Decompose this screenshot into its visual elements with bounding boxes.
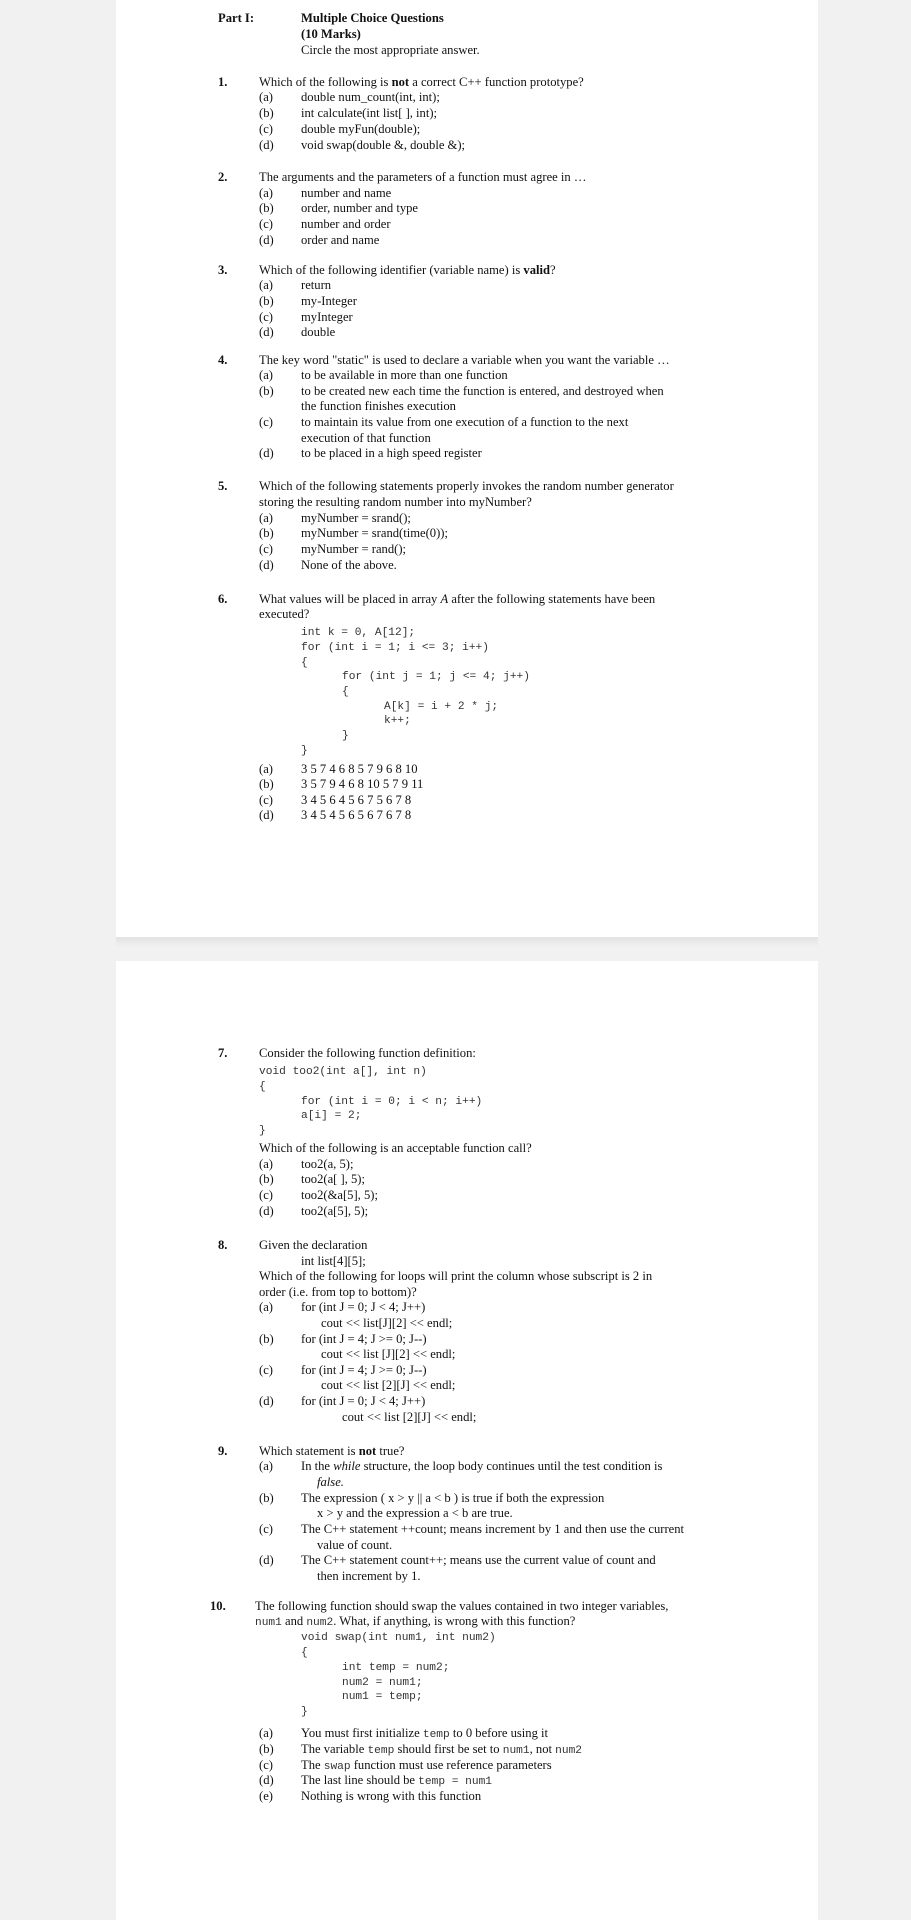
q8-option-b-cont: cout << list [J][2] << endl; <box>321 1347 456 1361</box>
q9-option-a-cont: false. <box>317 1475 344 1489</box>
q3-option-d-label: (d) <box>259 325 274 339</box>
q9-number: 9. <box>218 1444 228 1458</box>
q2-option-c-label: (c) <box>259 217 273 231</box>
q10-text-2: num1 and num2. What, if anything, is wrong with this function? <box>255 1614 576 1629</box>
q8-option-c-cont: cout << list [2][J] << endl; <box>321 1378 456 1392</box>
q6-number: 6. <box>218 592 228 606</box>
q8-number: 8. <box>218 1238 228 1252</box>
q9-option-c-label: (c) <box>259 1522 273 1536</box>
q9-option-d-label: (d) <box>259 1553 274 1567</box>
section-title: Multiple Choice Questions <box>301 11 444 25</box>
q10-code-line-3: int temp = num2; <box>342 1662 450 1674</box>
q10-option-c: The swap function must use reference parameters <box>301 1758 552 1773</box>
page-separator <box>116 937 818 947</box>
q6-text: What values will be placed in array A after the following statements have been <box>259 592 656 606</box>
q7-option-c: too2(&a[5], 5); <box>301 1188 378 1202</box>
q6-code-line-7: k++; <box>384 715 411 727</box>
q10-code-line-5: num1 = temp; <box>342 1691 423 1703</box>
q1-option-c-label: (c) <box>259 122 273 136</box>
q4-text: The key word "static" is used to declare a variable when you want the variable … <box>259 353 670 367</box>
q4-option-c-cont: execution of that function <box>301 431 431 445</box>
q8-option-d-label: (d) <box>259 1394 274 1408</box>
q4-option-d-label: (d) <box>259 446 274 460</box>
q10-option-b-label: (b) <box>259 1742 274 1756</box>
q9-option-a-label: (a) <box>259 1459 273 1473</box>
q7-code-line-1: void too2(int a[], int n) <box>259 1066 427 1078</box>
q10-option-a: You must first initialize temp to 0 before using it <box>301 1726 549 1741</box>
instruction: Circle the most appropriate answer. <box>301 43 480 57</box>
q9-option-c-cont: value of count. <box>317 1538 393 1552</box>
q7-option-d-label: (d) <box>259 1204 274 1218</box>
q6-text-cont: executed? <box>259 607 310 621</box>
q10-option-c-label: (c) <box>259 1758 273 1772</box>
q6-option-d-label: (d) <box>259 808 274 822</box>
q3-text: Which of the following identifier (variable name) is valid? <box>259 263 556 277</box>
q5-option-b-label: (b) <box>259 526 274 540</box>
q5-option-d-label: (d) <box>259 558 274 572</box>
q10-option-d-label: (d) <box>259 1773 274 1787</box>
q6-code-line-2: for (int i = 1; i <= 3; i++) <box>301 642 489 654</box>
q10-code-line-2: { <box>301 1647 308 1659</box>
q9-option-b-cont: x > y and the expression a < b are true. <box>317 1506 513 1520</box>
part-label: Part I: <box>218 11 255 25</box>
q4-option-b: to be created new each time the function is entered, and destroyed when <box>301 384 664 398</box>
q10-option-b: The variable temp should first be set to num1, not num2 <box>301 1742 582 1757</box>
q9-option-b-label: (b) <box>259 1491 274 1505</box>
q1-option-d-label: (d) <box>259 138 274 152</box>
q10-option-e-label: (e) <box>259 1789 273 1803</box>
q2-text: The arguments and the parameters of a function must agree in … <box>259 170 587 184</box>
q8-option-a-label: (a) <box>259 1300 273 1314</box>
page-2 <box>116 961 818 1920</box>
q7-number: 7. <box>218 1046 228 1060</box>
q6-code-line-1: int k = 0, A[12]; <box>301 627 416 639</box>
q3-option-a-label: (a) <box>259 278 273 292</box>
q6-option-c-label: (c) <box>259 793 273 807</box>
q9-option-a: In the while structure, the loop body continues until the test condition is <box>301 1459 663 1473</box>
q7-text-2: Which of the following is an acceptable function call? <box>259 1141 532 1155</box>
page-1 <box>116 0 818 937</box>
q4-option-a-label: (a) <box>259 368 273 382</box>
q8-option-c: for (int J = 4; J >= 0; J--) <box>301 1363 427 1377</box>
q3-option-b-label: (b) <box>259 294 274 308</box>
q7-code-line-5: } <box>259 1125 266 1137</box>
q7-text: Consider the following function definition: <box>259 1046 476 1060</box>
q4-option-b-label: (b) <box>259 384 274 398</box>
q6-option-b-label: (b) <box>259 777 274 791</box>
q7-code-line-4: a[i] = 2; <box>301 1110 362 1122</box>
q9-option-d-cont: then increment by 1. <box>317 1569 421 1583</box>
q4-option-c: to maintain its value from one execution of a function to the next <box>301 415 629 429</box>
q10-code-line-1: void swap(int num1, int num2) <box>301 1632 496 1644</box>
q6-option-d: 3 4 5 4 5 6 5 6 7 6 7 8 <box>301 808 412 822</box>
q6-option-b: 3 5 7 9 4 6 8 10 5 7 9 11 <box>301 777 424 791</box>
q3-number: 3. <box>218 263 228 277</box>
q1-text: Which of the following is not a correct C++ function prototype? <box>259 75 584 89</box>
q6-code-line-6: A[k] = i + 2 * j; <box>384 701 499 713</box>
q4-option-b-cont: the function finishes execution <box>301 399 456 413</box>
q1-option-a: double num_count(int, int); <box>301 90 440 104</box>
q8-option-b-label: (b) <box>259 1332 274 1346</box>
q2-option-c: number and order <box>301 217 391 231</box>
q5-option-b: myNumber = srand(time(0)); <box>301 526 448 540</box>
q1-option-b: int calculate(int list[ ], int); <box>301 106 438 120</box>
q7-option-b-label: (b) <box>259 1172 274 1186</box>
q2-option-d: order and name <box>301 233 380 247</box>
q9-option-c: The C++ statement ++count; means increment by 1 and then use the current <box>301 1522 685 1536</box>
q10-text: The following function should swap the values contained in two integer variables, <box>255 1599 669 1613</box>
q3-option-b: my-Integer <box>301 294 357 308</box>
q6-code-line-3: { <box>301 657 308 669</box>
q10-code-line-6: } <box>301 1706 308 1718</box>
q1-number: 1. <box>218 75 228 89</box>
q5-option-c-label: (c) <box>259 542 273 556</box>
q5-text-cont: storing the resulting random number into myNumber? <box>259 495 532 509</box>
q5-option-a-label: (a) <box>259 511 273 525</box>
q2-option-a-label: (a) <box>259 186 273 200</box>
q9-option-b: The expression ( x > y || a < b ) is true if both the expression <box>301 1491 605 1505</box>
q10-option-a-label: (a) <box>259 1726 273 1740</box>
q2-option-b-label: (b) <box>259 201 274 215</box>
q7-option-d: too2(a[5], 5); <box>301 1204 369 1218</box>
q4-option-d: to be placed in a high speed register <box>301 446 482 460</box>
q8-option-b: for (int J = 4; J >= 0; J--) <box>301 1332 427 1346</box>
q7-option-b: too2(a[ ], 5); <box>301 1172 365 1186</box>
q1-option-c: double myFun(double); <box>301 122 421 136</box>
q4-option-c-label: (c) <box>259 415 273 429</box>
q2-number: 2. <box>218 170 228 184</box>
q7-option-c-label: (c) <box>259 1188 273 1202</box>
q6-option-a-label: (a) <box>259 762 273 776</box>
q6-code-line-5: { <box>342 686 349 698</box>
q10-option-e: Nothing is wrong with this function <box>301 1789 482 1803</box>
q6-code-line-9: } <box>301 745 308 757</box>
q9-text: Which statement is not true? <box>259 1444 405 1458</box>
q2-option-a: number and name <box>301 186 392 200</box>
q6-code-line-4: for (int j = 1; j <= 4; j++) <box>342 671 530 683</box>
q1-option-d: void swap(double &, double &); <box>301 138 466 152</box>
q5-option-c: myNumber = rand(); <box>301 542 407 556</box>
q5-text: Which of the following statements properly invokes the random number generator <box>259 479 674 493</box>
q5-option-a: myNumber = srand(); <box>301 511 411 525</box>
q9-option-d: The C++ statement count++; means use the current value of count and <box>301 1553 656 1567</box>
q8-text: Given the declaration <box>259 1238 368 1252</box>
q1-option-b-label: (b) <box>259 106 274 120</box>
q3-option-a: return <box>301 278 332 292</box>
q10-option-d: The last line should be temp = num1 <box>301 1773 493 1788</box>
q7-code-line-2: { <box>259 1081 266 1093</box>
q3-option-c: myInteger <box>301 310 353 324</box>
q2-option-d-label: (d) <box>259 233 274 247</box>
q8-option-a-cont: cout << list[J][2] << endl; <box>321 1316 453 1330</box>
q8-option-a: for (int J = 0; J < 4; J++) <box>301 1300 426 1314</box>
q8-option-d: for (int J = 0; J < 4; J++) <box>301 1394 426 1408</box>
q3-option-d: double <box>301 325 336 339</box>
q8-declaration: int list[4][5]; <box>301 1254 366 1268</box>
q8-option-c-label: (c) <box>259 1363 273 1377</box>
q5-number: 5. <box>218 479 228 493</box>
q7-option-a-label: (a) <box>259 1157 273 1171</box>
q10-number: 10. <box>210 1599 226 1613</box>
q5-option-d: None of the above. <box>301 558 397 572</box>
q6-option-a: 3 5 7 4 6 8 5 7 9 6 8 10 <box>301 762 418 776</box>
q8-text-2: Which of the following for loops will print the column whose subscript is 2 in <box>259 1269 653 1283</box>
q6-option-c: 3 4 5 6 4 5 6 7 5 6 7 8 <box>301 793 412 807</box>
q8-option-d-cont: cout << list [2][J] << endl; <box>342 1410 477 1424</box>
q6-code-line-8: } <box>342 730 349 742</box>
q7-option-a: too2(a, 5); <box>301 1157 354 1171</box>
q10-code-line-4: num2 = num1; <box>342 1677 423 1689</box>
q7-code-line-3: for (int i = 0; i < n; i++) <box>301 1096 483 1108</box>
q3-option-c-label: (c) <box>259 310 273 324</box>
section-marks: (10 Marks) <box>301 27 361 41</box>
q4-option-a: to be available in more than one function <box>301 368 508 382</box>
q1-option-a-label: (a) <box>259 90 273 104</box>
q2-option-b: order, number and type <box>301 201 418 215</box>
q4-number: 4. <box>218 353 228 367</box>
q8-text-3: order (i.e. from top to bottom)? <box>259 1285 417 1299</box>
